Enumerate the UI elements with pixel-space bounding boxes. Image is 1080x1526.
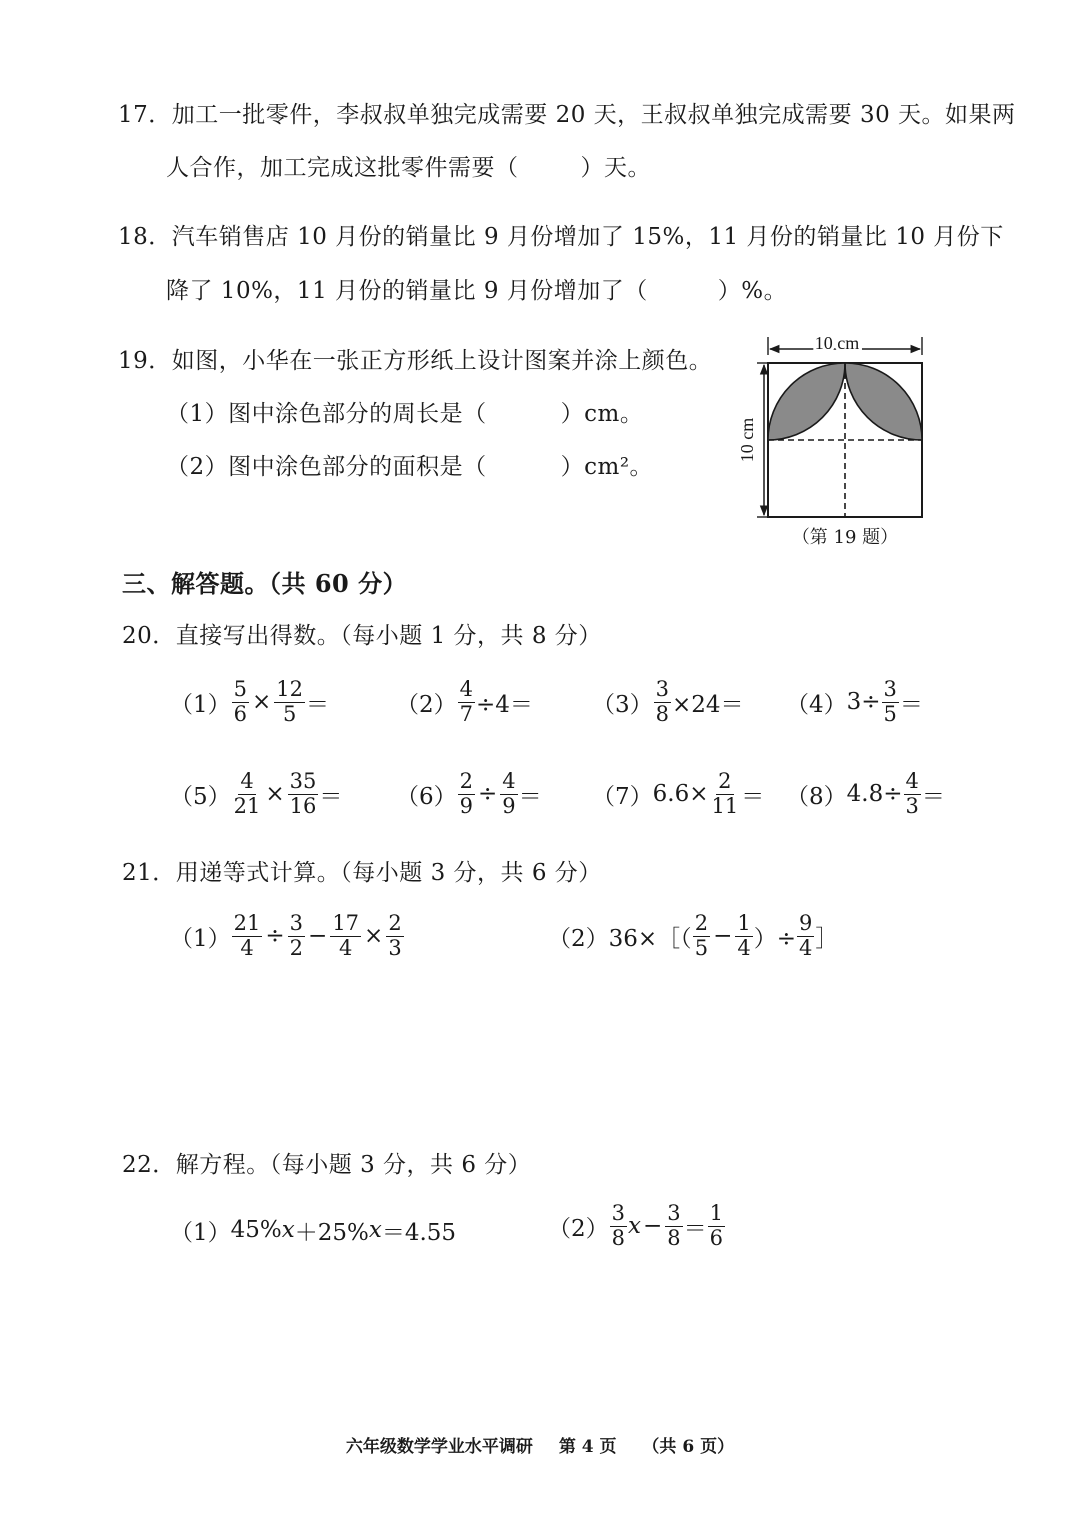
q17-line2 [166, 157, 651, 180]
fraction: $\frac{3}{2}$ [289, 911, 304, 960]
q20-item-4: （4） 3÷ $\frac{3}{5}$ ＝ [786, 677, 923, 726]
q20-item-8: （8） 4.8÷ $\frac{4}{3}$ ＝ [786, 769, 945, 818]
q20-item-4-label: （4） [786, 691, 847, 718]
q21-expr-2: （2） 36×［（ $\frac{2}{5}$ − $\frac{1}{4}$ ）÷ $\frac{9}{4}$ ］ [548, 911, 839, 960]
figure-caption: （第 19 题） [791, 527, 899, 548]
q17-line1: 17．加工一批零件，李叔叔单独完成需要 20 天，王叔叔单独完成需要 30 天。如果两 [118, 102, 1016, 128]
q19-stem: 19．如图，小华在一张正方形纸上设计图案并涂上颜色。 [118, 348, 713, 374]
fraction: $\frac{21}{4}$ [233, 911, 261, 960]
q20-item-1-label: （1） [170, 691, 231, 718]
q19-part2-post: ）cm²。 [560, 454, 654, 480]
q21-expr-1: （1） $\frac{21}{4}$ ÷ $\frac{3}{2}$ − $\frac{17}{4}$ × $\frac{2}{3}$ [170, 911, 402, 960]
q22-stem: 22．解方程。（每小题 3 分，共 6 分） [122, 1152, 532, 1178]
q20-item-5: （5） $\frac{4}{21}$ × $\frac{35}{16}$ ＝ [170, 769, 343, 818]
q20-item-6-label: （6） [396, 783, 457, 810]
footer-page: 第 4 页 [558, 1437, 617, 1457]
fraction: $\frac{5}{6}$ [233, 677, 248, 726]
side-dimension-label: 10 cm [737, 417, 757, 463]
q20-item-2-label: （2） [396, 691, 457, 718]
page-footer [0, 1432, 1080, 1457]
fraction: $\frac{2}{9}$ [459, 769, 474, 818]
q20-item-3-label: （3） [592, 691, 653, 718]
fraction: $\frac{2}{11}$ [711, 769, 739, 818]
fraction: $\frac{4}{21}$ [233, 769, 261, 818]
q17-line2-pre: 人合作，加工完成这批零件需要（ [166, 155, 519, 181]
q20-item-5-label: （5） [170, 783, 231, 810]
q18-line1: 18．汽车销售店 10 月份的销量比 9 月份增加了 15%，11 月份的销量比 10 月份下 [118, 224, 1004, 250]
q20-item-8-label: （8） [786, 783, 847, 810]
top-dimension-label: 10 cm [814, 333, 860, 353]
q20-item-3: （3） $\frac{3}{8}$ ×24＝ [592, 677, 744, 726]
fraction: $\frac{9}{4}$ [799, 911, 813, 960]
fraction: $\frac{3}{8}$ [611, 1201, 626, 1250]
fraction: $\frac{3}{8}$ [667, 1201, 681, 1250]
q18-line2 [166, 280, 787, 303]
q19-part2 [166, 456, 653, 479]
q20-item-2: （2） $\frac{4}{7}$ ÷4＝ [396, 677, 533, 726]
q19-part2-pre: （2）图中涂色部分的面积是（ [166, 454, 487, 480]
q21-stem: 21．用递等式计算。（每小题 3 分，共 6 分） [122, 860, 602, 886]
fraction: $\frac{3}{5}$ [883, 677, 897, 726]
section3-title: 三、解答题。（共 60 分） [122, 569, 408, 598]
fraction: $\frac{1}{4}$ [737, 911, 751, 960]
q18-line2-post: ）%。 [717, 278, 788, 304]
q18-line2-pre: 降了 10%，11 月份的销量比 9 月份增加了（ [166, 278, 648, 304]
q20-item-7-label: （7） [592, 783, 653, 810]
q22-equation-1: （1） 45% x ＋25% x ＝4.55 [170, 1217, 457, 1246]
footer-title: 六年级数学学业水平调研 [345, 1437, 533, 1457]
fraction: $\frac{12}{5}$ [276, 677, 304, 726]
q20-item-7: （7） 6.6× $\frac{2}{11}$ ＝ [592, 769, 765, 818]
fraction: $\frac{4}{9}$ [502, 769, 516, 818]
fraction: $\frac{4}{7}$ [459, 677, 474, 726]
q20-item-6: （6） $\frac{2}{9}$ ÷ $\frac{4}{9}$ ＝ [396, 769, 542, 818]
fraction: $\frac{35}{16}$ [289, 769, 317, 818]
q19-part1-post: ）cm。 [560, 401, 644, 427]
q19-part1-pre: （1）图中涂色部分的周长是（ [166, 401, 487, 427]
fraction: $\frac{1}{6}$ [709, 1201, 724, 1250]
fraction: $\frac{2}{5}$ [694, 911, 709, 960]
q17-line2-post: ）天。 [580, 155, 651, 181]
fraction: $\frac{17}{4}$ [332, 911, 360, 960]
q19-part1 [166, 403, 643, 426]
fraction: $\frac{4}{3}$ [905, 769, 919, 818]
q22-equation-2: （2） $\frac{3}{8}$ x − $\frac{3}{8}$ ＝ $\frac{1}{6}$ [548, 1201, 724, 1250]
q19-figure [735, 325, 945, 560]
q20-stem: 20．直接写出得数。（每小题 1 分，共 8 分） [122, 623, 602, 649]
fraction: $\frac{3}{8}$ [655, 677, 670, 726]
q20-item-1: （1） $\frac{5}{6}$ × $\frac{12}{5}$ ＝ [170, 677, 330, 726]
fraction: $\frac{2}{3}$ [388, 911, 402, 960]
footer-total: （共 6 页） [642, 1437, 735, 1457]
